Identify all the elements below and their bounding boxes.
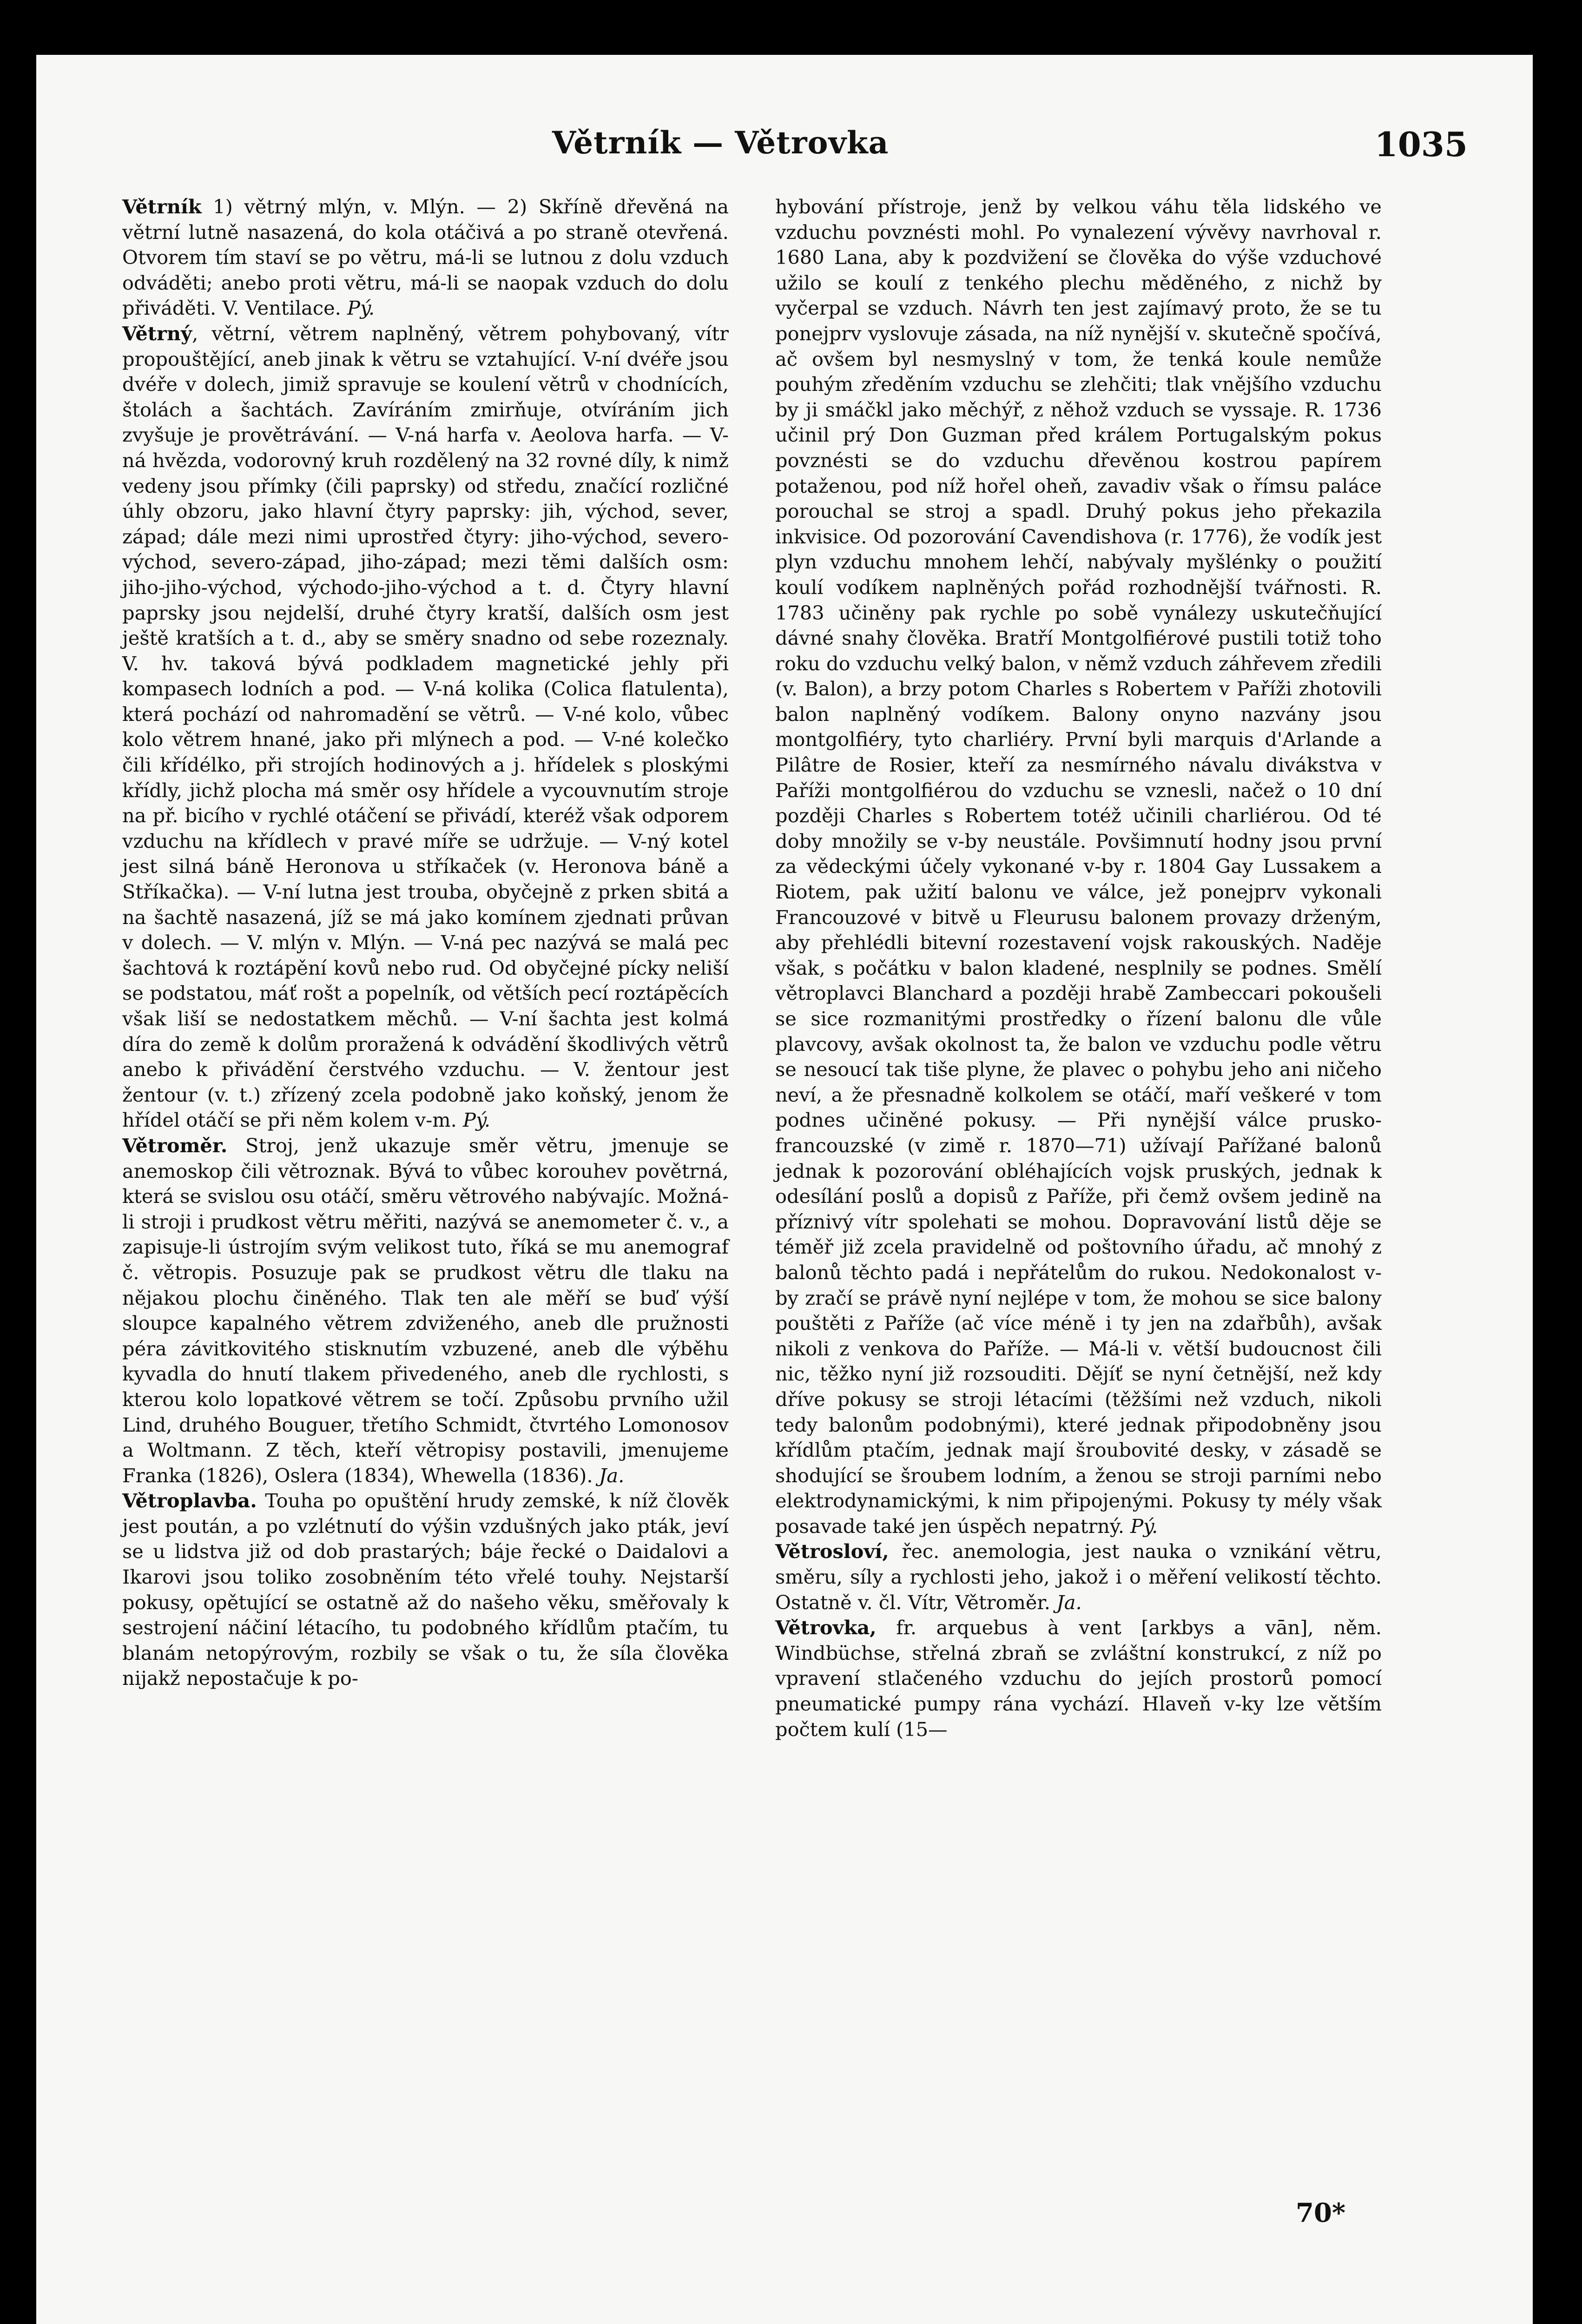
entry-paragraph bbox=[122, 1133, 729, 1488]
entry-text: řec. anemologia, jest nauka o vznikání větru, směru, síly a rychlosti jeho, jakož i o měření velikostí těchto. Ostatně v. čl. Vítr, Větroměr. bbox=[775, 1540, 1382, 1614]
dictionary-page bbox=[36, 55, 1533, 2324]
entry-text: fr. arquebus à vent [arkbys a vān], něm. Windbüchse, střelná zbraň se zvláštní konstrukcí, z níž po vpravení stlačeného vzduchu do jejích prostorů pomocí pneumatické pumpy rána vychází. Hlaveň v-ky lze větším počtem kulí (15— bbox=[775, 1616, 1382, 1741]
author-signature: Pý. bbox=[347, 297, 375, 320]
entry-text: Touha po opuštění hrudy zemské, k níž člověk jest poután, a po vzlétnutí do výšin vzdušných jako pták, jeví se u lidstva již od dob prastarých; báje řecké o Daidalovi a Ikarovi jsou toliko zosobněním této vřelé touhy. Nejstarší pokusy, opětující se ostatně až do našeho věku, směřovaly k sestrojení náčiní létacího, tu podobného křídlům ptačím, tu blanám netopýrovým, rozbily se však o tu, že síla člověka nijakž nepostačuje k po- bbox=[122, 1489, 729, 1690]
entry-text: 1) větrný mlýn, v. Mlýn. — 2) Skříně dřevěná na větrní lutně nasazená, do kola otáčivá a po straně otevřená. Otvorem tím staví se po větru, má-li se lutnou z dolu vzduch odváděti; anebo proti větru, má-li se naopak vzduch do dolu přiváděti. V. Ventilace. bbox=[122, 195, 729, 320]
left-column bbox=[122, 194, 729, 1691]
entry-term: Větroplavba. bbox=[122, 1489, 257, 1512]
page-header bbox=[36, 125, 1533, 180]
entry-paragraph bbox=[775, 194, 1382, 1539]
author-signature: Pý. bbox=[463, 1109, 491, 1132]
entry-text: Stroj, jenž ukazuje směr větru, jmenuje se anemoskop čili větroznak. Bývá to vůbec korouhev povětrná, která se svislou osu otáčí, směru větrového nabývajíc. Možná-li stroji i prudkost větru měřiti, nazývá se anemometer č. v., a zapisuje-li ústrojím svým velikost tuto, říká se mu anemograf č. větropis. Posuzuje pak se prudkost větru dle tlaku na nějakou plochu činěného. Tlak ten ale měří se buď výší sloupce kapalného větrem zdviženého, aneb dle pružnosti péra závitkovitého stisknutím vzbuzené, aneb dle výběhu kyvadla do hnutí tlakem přivedeného, aneb dle rychlosti, s kterou kolo lopatkové větrem se točí. Způsobu prvního užil Lind, druhého Bouguer, třetího Schmidt, čtvrtého Lomonosov a Woltmann. Z těch, kteří větropisy postavili, jmenujeme Franka (1826), Oslera (1834), Whewella (1836). bbox=[122, 1134, 729, 1487]
entry-term: Větrosloví, bbox=[775, 1540, 889, 1563]
entry-term: Větroměr. bbox=[122, 1134, 228, 1157]
entry-paragraph bbox=[775, 1615, 1382, 1742]
right-column bbox=[775, 194, 1382, 1742]
entry-paragraph bbox=[122, 321, 729, 1133]
author-signature: Ja. bbox=[1056, 1591, 1082, 1614]
author-signature: Pý. bbox=[1130, 1514, 1158, 1538]
entry-paragraph bbox=[122, 194, 729, 321]
entry-term: Větrovka, bbox=[775, 1616, 877, 1639]
entry-term: Větrný bbox=[122, 322, 192, 345]
entry-paragraph bbox=[775, 1539, 1382, 1615]
entry-term: Větrník bbox=[122, 195, 202, 218]
entry-paragraph bbox=[122, 1488, 729, 1691]
page-number: 1035 bbox=[1374, 125, 1468, 164]
author-signature: Ja. bbox=[599, 1464, 625, 1487]
entry-text: , větrní, větrem naplněný, větrem pohybovaný, vítr propouštějící, aneb jinak k větru se vztahující. V-ní dvéře jsou dvéře v dolech, jimiž spravuje se koulení větrů v chodnících, štolách a šachtách. Zavíráním zmirňuje, otvíráním jich zvyšuje je provětrávání. — V-ná harfa v. Aeolova harfa. — V-ná hvězda, vodorovný kruh rozdělený na 32 rovné díly, k nimž vedeny jsou přímky (čili paprsky) od středu, značící rozličné úhly obzoru, jako hlavní čtyry paprsky: jih, východ, sever, západ; dále mezi nimi uprostřed čtyry: jiho-východ, severo-východ, severo-západ, jiho-západ; mezi těmi dalších osm: jiho-jiho-východ, východo-jiho-východ a t. d. Čtyry hlavní paprsky jsou nejdelší, druhé čtyry kratší, dalších osm jest ještě kratších a t. d., aby se směry snadno od sebe rozeznaly. V. hv. taková bývá podkladem magnetické jehly při kompasech lodních a pod. — V-ná kolika (Colica flatulenta), která pochází od nahromadění se větrů. — V-né kolo, vůbec kolo větrem hnané, jako při mlýnech a pod. — V-né kolečko čili křídélko, při strojích hodinových a j. hřídelek s ploskými křídly, jichž plocha má směr osy hřídele a vycouvnutím stroje na př. bicího v rychlé otáčení se přivádí, kteréž však odporem vzduchu na křídlech v pravé míře se udržuje. — V-ný kotel jest silná báně Heronova u stříkaček (v. Heronova báně a Stříkačka). — V-ní lutna jest trouba, obyčejně z prken sbitá a na šachtě nasazená, jíž se má jako komínem zjednati průvan v dolech. — V. mlýn v. Mlýn. — V-ná pec nazývá se malá pec šachtová k roztápění kovů nebo rud. Od obyčejné pícky neliší se podstatou, máť rošt a popelník, od větších pecí roztápěcích však liší se nedostatkem měchů. — V-ní šachta jest kolmá díra do země k dolům proražená k odvádění škodlivých větrů anebo k přivádění čerstvého vzduchu. — V. žentour jest žentour (v. t.) zřízený zcela podobně jako koňský, jenom že hřídel otáčí se při něm kolem v-m. bbox=[122, 322, 729, 1132]
entry-text: hybování přístroje, jenž by velkou váhu těla lidského ve vzduchu povznésti mohl. Po vynalezení vývěvy navrhoval r. 1680 Lana, aby k pozdvižení se člověka do výše vzduchové užilo se koulí z tenkého plechu měděného, z nichž by vyčerpal se vzduch. Návrh ten jest zajímavý proto, že se tu ponejprv vyslovuje zásada, na níž nynější v. skutečně spočívá, ač ovšem byl nesmyslný v tom, že tenká koule nemůže pouhým zředěním vzduchu se zlehčiti; tlak vnějšího vzduchu by ji smáčkl jako měchýř, z něhož vzduch se vyssaje. R. 1736 učinil prý Don Guzman před králem Portugalským pokus povznésti se do vzduchu dřevěnou kostrou papírem potaženou, pod níž hořel oheň, zavadiv však o římsu paláce porouchal se stroj a spadl. Druhý pokus jeho překazila inkvisice. Od pozorování Cavendishova (r. 1776), že vodík jest plyn vzduchu mnohem lehčí, nabývaly myšlénky o použití koulí vodíkem naplněných pořád rozhodnější tvářnosti. R. 1783 učiněny pak rychle po sobě vynálezy uskutečňující dávné snahy člověka. Bratří Montgolfiérové pustili totiž toho roku do vzduchu velký balon, v němž vzduch záhřevem zředili (v. Balon), a brzy potom Charles s Robertem v Paříži zhotovili balon naplněný vodíkem. Balony onyno nazvány jsou montgolfiéry, tyto charliéry. První byli marquis d'Arlande a Pilâtre de Rosier, kteří za nesmírného návalu divákstva v Paříži montgolfiérou do vzduchu se vznesli, načež o 10 dní později Charles s Robertem totéž učinili charliérou. Od té doby množily se v-by neustále. Povšimnutí hodny jsou první za vědeckými účely vykonané v-by r. 1804 Gay Lussakem a Riotem, pak užití balonu ve válce, jež ponejprv vykonali Francouzové v bitvě u Fleurusu balonem provazy drženým, aby přehlédli bitevní rozestavení vojsk rakouských. Naděje však, s počátku v balon kladené, nesplnily se podnes. Smělí větroplavci Blanchard a později hrabě Zambeccari pokoušeli se sice rozmanitými prostředky o řízení balonu dle vůle plavcovy, avšak okolnost ta, že balon ve vzduchu podle větru se nesoucí tak tiše plyne, že plavec o pohybu jeho ani ničeho neví, a že přesnadně kolkolem se otáčí, maří veškeré v tom podnes učiněné pokusy. — Při nynější válce prusko-francouzské (v zimě r. 1870—71) užívají Pařížané balonů jednak k pozorování obléhajících vojsk pruských, jednak k odesílání poslů a dopisů z Paříže, při čemž ovšem jedině na příznivý vítr spolehati se mohou. Dopravování listů děje se téměř již zcela pravidelně od poštovního úřadu, ač mnohý z balonů těchto padá i nepřátelům do rukou. Nedokonalost v-by zračí se právě nyní nejlépe v tom, že mohou se sice balony pouštěti z Paříže (ač více méně i ty jen na zdařbůh), avšak nikoli z venkova do Paříže. — Má-li v. větší budoucnost čili nic, těžko nyní již rozsouditi. Dějíť se nyní četnější, než kdy dříve pokusy se stroji létacími (těžšími než vzduch, nikoli tedy balonům podobnými), které jednak připodobněny jsou křídlům ptačím, jednak mají šroubovité desky, v zásadě se shodující se šroubem lodním, a ženou se stroji parními nebo elektrodynamickými, k nim připojenými. Pokusy ty mély však posavade také jen úspěch nepatrný. bbox=[775, 195, 1382, 1538]
running-head: Větrník — Větrovka bbox=[552, 125, 889, 161]
signature-mark: 70* bbox=[1296, 2198, 1346, 2228]
